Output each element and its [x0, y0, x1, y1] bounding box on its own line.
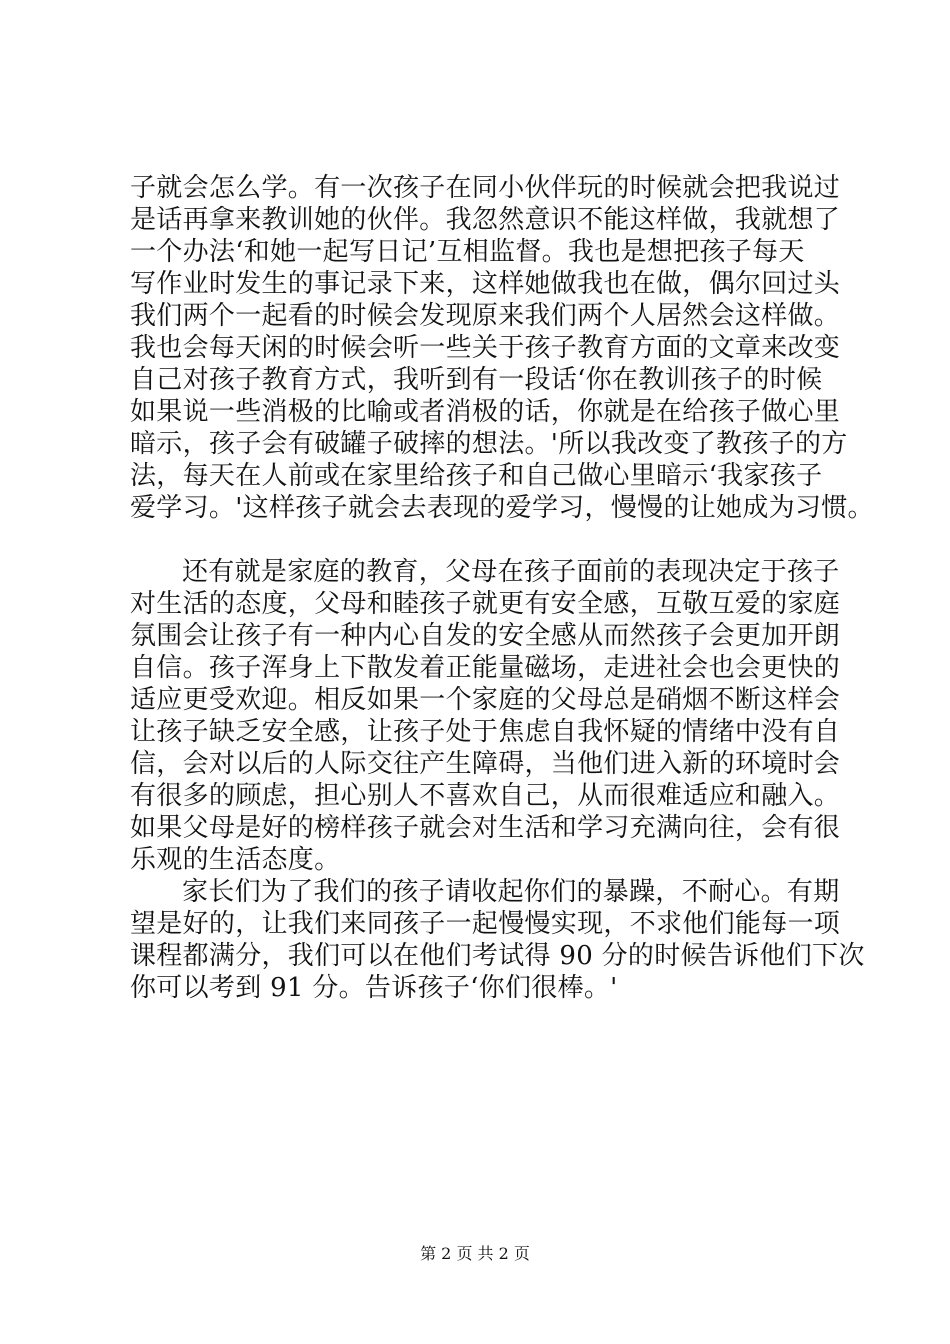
text-line: 我也会每天闲的时候会听一些关于孩子教育方面的文章来改变 — [130, 333, 841, 363]
text-line: 一个办法‘和她一起写日记’互相监督。我也是想把孩子每天 — [130, 237, 805, 267]
text-line: 氛围会让孩子有一种内心自发的安全感从而然孩子会更加开朗 — [130, 621, 841, 651]
text-line: 是话再拿来教训她的伙伴。我忽然意识不能这样做，我就想了 — [130, 205, 841, 235]
text-line: 暗示，孩子会有破罐子破摔的想法。'所以我改变了教孩子的方 — [130, 429, 848, 459]
text-line: 写作业时发生的事记录下来，这样她做我也在做，偶尔回过头 — [130, 269, 841, 299]
text-line: 你可以考到 91 分。告诉孩子‘你们很棒。' — [130, 973, 618, 1003]
text-line: 如果父母是好的榜样孩子就会对生活和学习充满向往，会有很 — [130, 813, 841, 843]
text-line: 家长们为了我们的孩子请收起你们的暴躁，不耐心。有期 — [182, 877, 840, 907]
text-line: 自己对孩子教育方式，我听到有一段话‘你在教训孩子的时候 — [130, 365, 823, 395]
text-line: 如果说一些消极的比喻或者消极的话，你就是在给孩子做心里 — [130, 397, 841, 427]
text-line: 让孩子缺乏安全感，让孩子处于焦虑自我怀疑的情绪中没有自 — [130, 717, 841, 747]
text-line: 子就会怎么学。有一次孩子在同小伙伴玩的时候就会把我说过 — [130, 173, 841, 203]
text-line: 课程都满分，我们可以在他们考试得 90 分的时候告诉他们下次 — [130, 941, 865, 971]
text-line: 适应更受欢迎。相反如果一个家庭的父母总是硝烟不断这样会 — [130, 685, 841, 715]
text-line: 自信。孩子浑身上下散发着正能量磁场，走进社会也会更快的 — [130, 653, 841, 683]
text-line: 有很多的顾虑，担心别人不喜欢自己，从而很难适应和融入。 — [130, 781, 841, 811]
document-body — [130, 172, 874, 1004]
paragraph-2 — [130, 556, 850, 876]
text-line: 信，会对以后的人际交往产生障碍，当他们进入新的环境时会 — [130, 749, 841, 779]
page-number-footer: 第 2 页 共 2 页 — [420, 1244, 530, 1263]
text-line: 爱学习。'这样孩子就会去表现的爱学习，慢慢的让她成为习惯。 — [130, 493, 874, 523]
text-line: 法，每天在人前或在家里给孩子和自己做心里暗示‘我家孩子 — [130, 461, 823, 491]
text-line: 望是好的，让我们来同孩子一起慢慢实现，不求他们能每一项 — [130, 909, 841, 939]
paragraph-1 — [130, 172, 874, 524]
paragraph-3 — [130, 876, 865, 1004]
text-line: 乐观的生活态度。 — [130, 845, 341, 875]
text-line: 对生活的态度，父母和睦孩子就更有安全感，互敬互爱的家庭 — [130, 589, 841, 619]
text-line: 还有就是家庭的教育，父母在孩子面前的表现决定于孩子 — [182, 557, 840, 587]
text-line: 我们两个一起看的时候会发现原来我们两个人居然会这样做。 — [130, 301, 841, 331]
paragraph-spacer — [130, 524, 850, 556]
